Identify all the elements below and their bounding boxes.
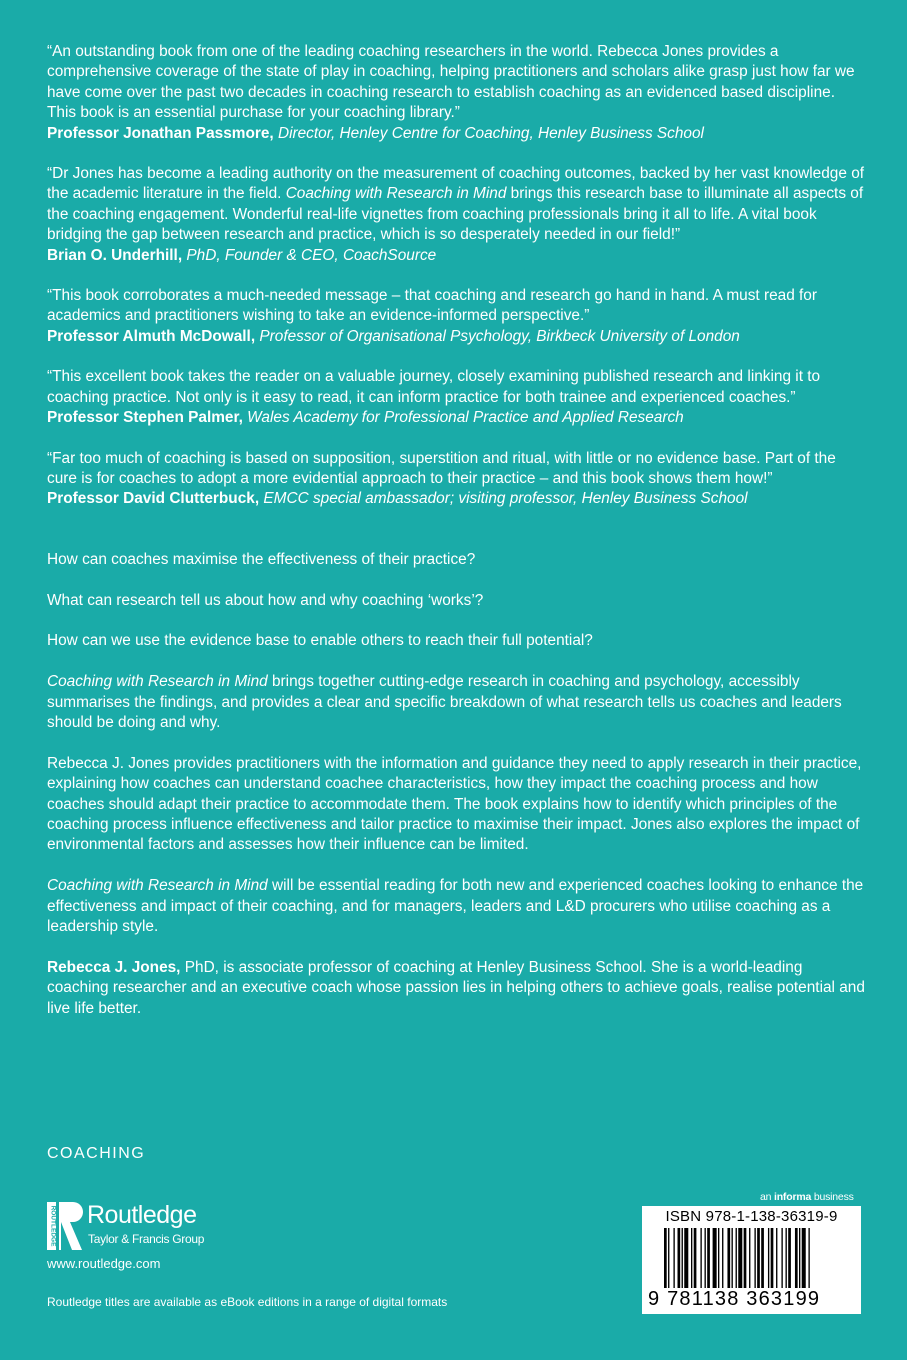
endorsement-text-part: “Dr Jones has become a leading authority on the measurement of coaching outcomes, backed by her vast knowledge of the academic literature in the field. xyxy=(47,165,865,203)
endorsement-text: “An outstanding book from one of the leading coaching researchers in the world. Rebecca Jones provides a comprehensive coverage of the state of play in coaching, helping practitioners and scholars alike grasp just how far we have come over the past two decades in coaching research to establish coaching as an evidenced based discipline. This book is an essential purchase for your coaching library.” xyxy=(47,43,855,122)
barcode-bar xyxy=(768,1228,769,1288)
barcode-bar xyxy=(707,1228,710,1288)
description-paragraph-3 xyxy=(47,876,867,937)
section-spacer xyxy=(47,530,867,550)
barcode-bar xyxy=(700,1228,701,1288)
informa-business-label xyxy=(760,1191,854,1203)
barcode-bar xyxy=(722,1228,723,1288)
barcode-bar xyxy=(771,1228,774,1288)
endorsement-mcdowall xyxy=(47,286,867,347)
question-1: How can coaches maximise the effectiveness of their practice? xyxy=(47,550,476,568)
endorser-name: Professor Stephen Palmer, xyxy=(47,409,243,427)
author-name: Rebecca J. Jones, xyxy=(47,958,181,976)
endorser-name: Brian O. Underhill, xyxy=(47,246,183,264)
description-text: will be essential reading for both new and experienced coaches looking to enhance the effectiveness and impact of their coaching, and for managers, leaders and L&D procurers who utilise coaching as a leadership style. xyxy=(47,877,864,935)
barcode-bar xyxy=(808,1228,809,1288)
barcode-bar xyxy=(761,1228,764,1288)
barcode-bar xyxy=(694,1228,697,1288)
barcode-bar xyxy=(754,1228,755,1288)
informa-prefix: an xyxy=(760,1191,774,1203)
endorser-name: Professor Almuth McDowall, xyxy=(47,327,256,345)
isbn-number: ISBN 978-1-138-36319-9 xyxy=(665,1208,838,1225)
informa-suffix: business xyxy=(811,1191,854,1203)
barcode-bar xyxy=(668,1228,669,1288)
description-text: brings together cutting-edge research in coaching and psychology, accessibly summarises the findings, and provides a clear and specific breakdown of what research tells us coaches and leaders should be doing and why. xyxy=(47,673,842,731)
barcode-bar xyxy=(802,1228,806,1288)
barcode-bar xyxy=(684,1228,688,1288)
informa-brand: informa xyxy=(774,1191,812,1203)
barcode-digits: 9 781138 363199 xyxy=(648,1288,821,1310)
publisher-group: Taylor & Francis Group xyxy=(88,1232,205,1246)
routledge-vertical-text: ROUTLEDGE xyxy=(49,1205,57,1247)
barcode-bars-icon xyxy=(642,1228,861,1288)
endorser-role: Director, Henley Centre for Coaching, Henley Business School xyxy=(277,124,704,142)
barcode-bar xyxy=(705,1228,706,1288)
book-title-italic: Coaching with Research in Mind xyxy=(285,185,507,203)
barcode-bar xyxy=(713,1228,717,1288)
endorser-role: Professor of Organisational Psychology, Birkbeck University of London xyxy=(259,327,740,345)
endorsement-clutterbuck xyxy=(47,449,867,510)
barcode-bar xyxy=(682,1228,683,1288)
barcode-bar xyxy=(732,1228,733,1288)
back-cover-text xyxy=(47,42,867,1039)
endorsement-passmore xyxy=(47,42,867,144)
barcode-bar xyxy=(757,1228,760,1288)
barcode-bar xyxy=(727,1228,730,1288)
endorsement-text-part: brings this research base to illuminate all aspects of the coaching engagement. Wonderful real-life vignettes from coaching professionals bring it all to life. A vital book bridging the gap between research and practice, which is so desperately needed in our field!” xyxy=(47,185,864,244)
barcode-bar xyxy=(736,1228,737,1288)
isbn-barcode xyxy=(642,1206,861,1314)
description-paragraph-2: Rebecca J. Jones provides practitioners with the information and guidance they need to apply research in their practice, explaining how coaches can understand coachee characteristics, how they impact the coaching process and how coaches should adapt their practice to accommodate them. The book explains how to identify which principles of the coaching process influence effectiveness and tailor practice to maximise their impact. Jones also explores the impact of environmental factors and assesses how their influence can be limited. xyxy=(47,754,862,854)
barcode-bar xyxy=(776,1228,777,1288)
barcode-bar xyxy=(691,1228,692,1288)
endorsement-attribution xyxy=(47,246,867,266)
endorsement-attribution xyxy=(47,489,867,509)
barcode-bar xyxy=(678,1228,681,1288)
endorsement-text: “This book corroborates a much-needed message – that coaching and research go hand in hand. A must read for academics and practitioners wishing to take an evidence-informed perspective.” xyxy=(47,287,817,325)
barcode-bar xyxy=(749,1228,750,1288)
author-bio-text: PhD, is associate professor of coaching at Henley Business School. She is a world-leading coaching researcher and an executive coach whose passion lies in helping others to achieve goals, realise potential and live life better. xyxy=(47,958,865,1017)
endorsement-attribution xyxy=(47,124,867,144)
endorser-role: PhD, Founder & CEO, CoachSource xyxy=(186,246,437,264)
publisher-website[interactable]: www.routledge.com xyxy=(47,1256,161,1271)
endorsement-attribution xyxy=(47,408,867,428)
endorsement-underhill xyxy=(47,164,867,266)
book-title-italic: Coaching with Research in Mind xyxy=(47,877,268,895)
endorser-role: Wales Academy for Professional Practice and Applied Research xyxy=(247,409,684,427)
endorser-role: EMCC special ambassador; visiting professor, Henley Business School xyxy=(263,490,748,508)
question-3: How can we use the evidence base to enable others to reach their full potential? xyxy=(47,632,593,650)
barcode-bar xyxy=(781,1228,782,1288)
routledge-logo xyxy=(47,1200,247,1252)
endorsement-text: “This excellent book takes the reader on a valuable journey, closely examining published research and linking it to coaching practice. Not only is it easy to read, it can inform practice for both trainee and experienced coaches.” xyxy=(47,368,821,406)
description-paragraph-1 xyxy=(47,672,867,733)
barcode-bar xyxy=(738,1228,742,1288)
endorsement-palmer xyxy=(47,367,867,428)
question-2: What can research tell us about how and why coaching ‘works’? xyxy=(47,591,484,609)
subject-category: COACHING xyxy=(47,1145,146,1162)
endorser-name: Professor Jonathan Passmore, xyxy=(47,124,274,142)
author-bio xyxy=(47,958,867,1019)
barcode-bar xyxy=(673,1228,674,1288)
barcode-bar xyxy=(664,1228,667,1288)
routledge-r-icon xyxy=(47,1202,83,1250)
ebook-note: Routledge titles are available as eBook editions in a range of digital formats xyxy=(47,1295,448,1309)
barcode-bar xyxy=(799,1228,800,1288)
book-title-italic: Coaching with Research in Mind xyxy=(47,673,268,691)
endorsement-text: “Far too much of coaching is based on supposition, superstition and ritual, with little or no evidence base. Part of the cure is for coaches to adopt a more evidential approach to their practice – and this book shows them how!” xyxy=(47,449,836,487)
barcode-bar xyxy=(795,1228,798,1288)
barcode-bar xyxy=(718,1228,719,1288)
barcode-bar xyxy=(786,1228,787,1288)
publisher-name: Routledge xyxy=(87,1201,197,1229)
endorsement-text xyxy=(47,164,867,246)
endorsement-attribution xyxy=(47,327,867,347)
barcode-bar xyxy=(788,1228,791,1288)
barcode-bar xyxy=(744,1228,747,1288)
endorser-name: Professor David Clutterbuck, xyxy=(47,490,260,508)
